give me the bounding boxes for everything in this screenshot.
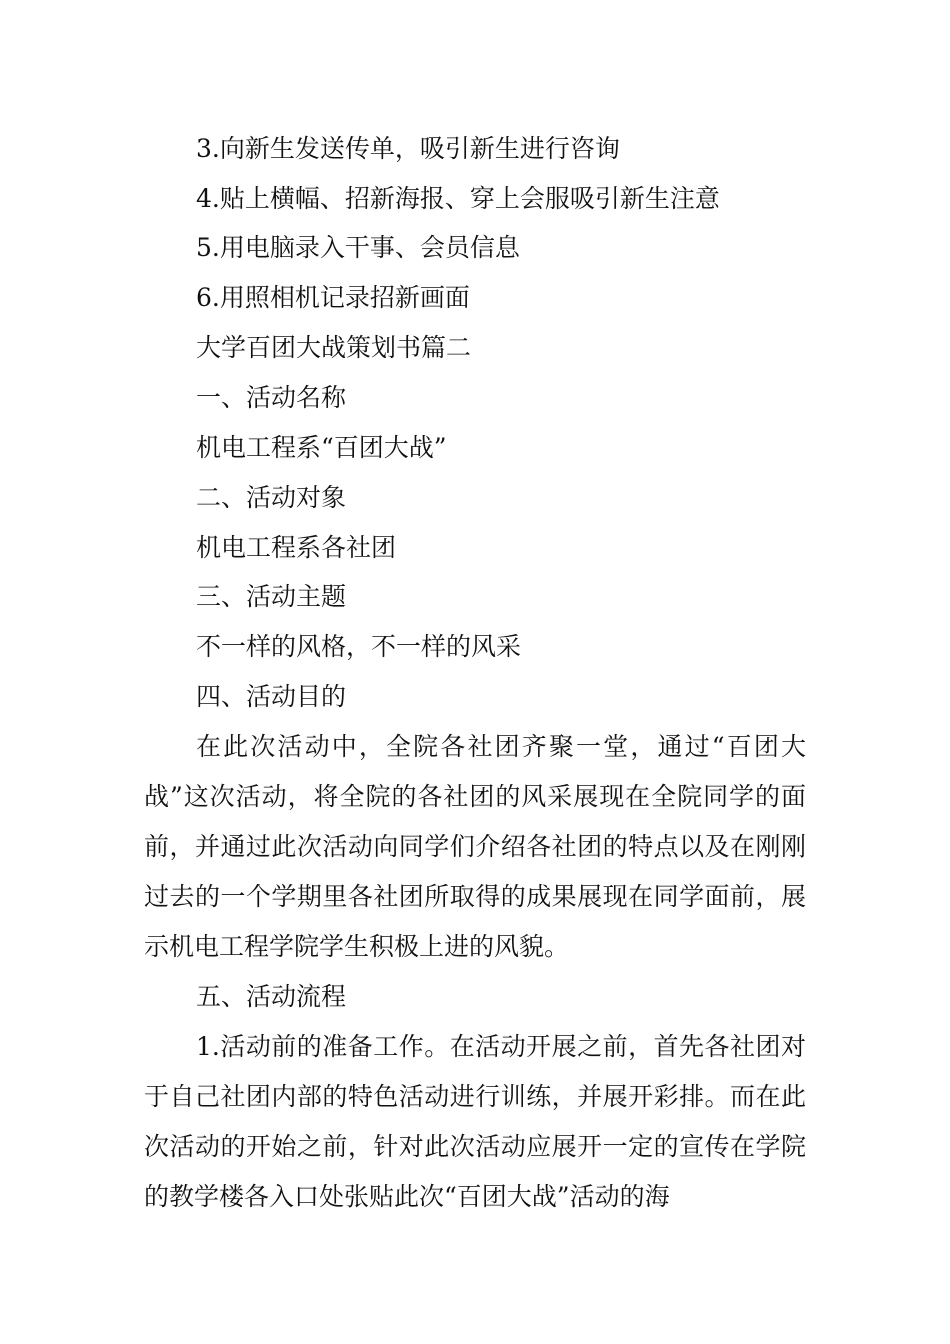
section-title: 大学百团大战策划书篇二	[196, 333, 472, 362]
heading-activity-target: 二、活动对象	[196, 483, 347, 512]
heading-activity-process: 五、活动流程	[196, 982, 347, 1011]
paragraph-purpose: 在此次活动中，全院各社团齐聚一堂，通过“百团大战”这次活动，将全院的各社团的风采展现在全院同学的面前，并通过此次活动向同学们介绍各社团的特点以及在刚刚过去的一个学期里各社团所取得的成果展现在同学面前，展示机电工程学院学生积极上进的风貌。	[144, 732, 806, 961]
heading-activity-theme: 三、活动主题	[196, 582, 347, 611]
heading-activity-name: 一、活动名称	[196, 383, 347, 412]
list-item-6: 6.用照相机记录招新画面	[196, 283, 470, 312]
activity-name-text: 机电工程系“百团大战”	[196, 433, 447, 462]
list-item-5: 5.用电脑录入干事、会员信息	[196, 233, 520, 262]
activity-theme-text: 不一样的风格，不一样的风采	[196, 632, 522, 661]
list-item-3: 3.向新生发送传单，吸引新生进行咨询	[196, 134, 620, 163]
heading-activity-purpose: 四、活动目的	[196, 682, 347, 711]
activity-target-text: 机电工程系各社团	[196, 533, 397, 562]
paragraph-process: 1.活动前的准备工作。在活动开展之前，首先各社团对于自己社团内部的特色活动进行训练，并展开彩排。而在此次活动的开始之前，针对此次活动应展开一定的宣传在学院的教学楼各入口处张贴此次“百团大战”活动的海	[144, 1032, 806, 1211]
list-item-4: 4.贴上横幅、招新海报、穿上会服吸引新生注意	[196, 184, 720, 213]
